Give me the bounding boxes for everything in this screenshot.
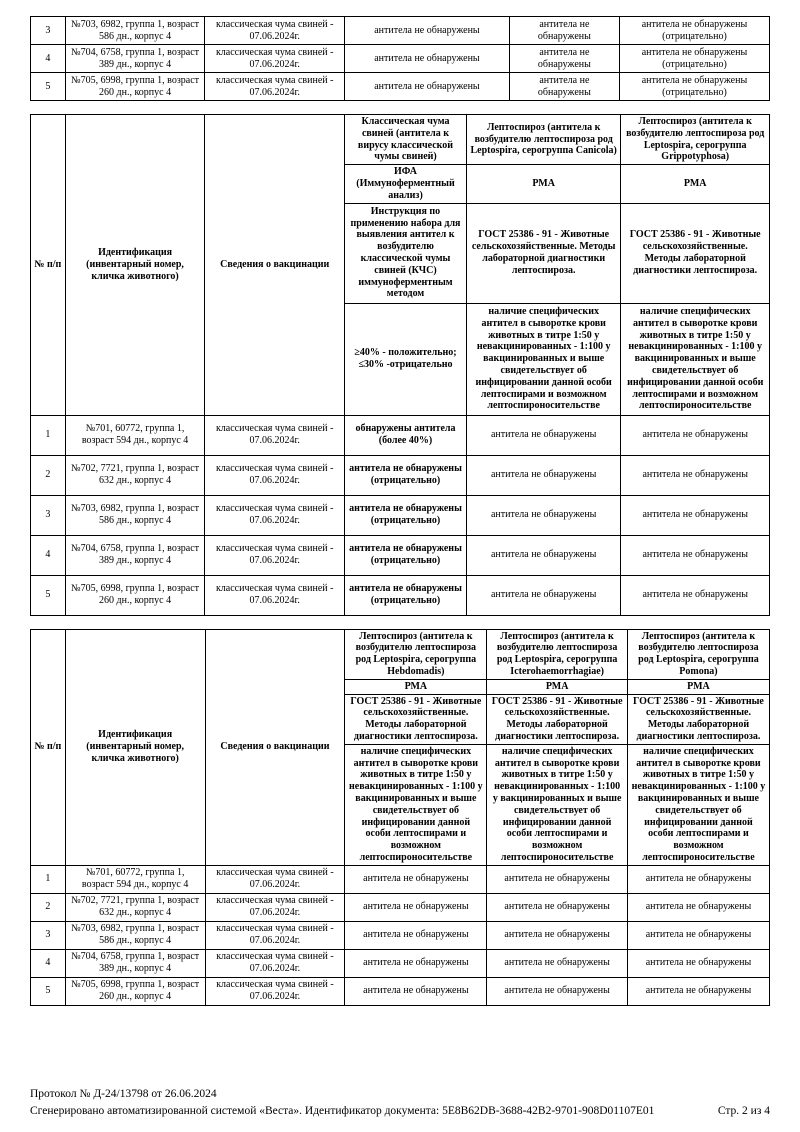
cell-r1: антитела не обнаружены xyxy=(345,17,510,45)
table-row xyxy=(31,921,770,949)
cell-vacc: классическая чума свиней - 07.06.2024г. xyxy=(205,495,345,535)
header-method-ifa: ИФА (Иммуноферментный анализ) xyxy=(345,165,467,203)
cell-r3: антитела не обнаружены xyxy=(627,865,769,893)
cell-r2: антитела не обнаружены xyxy=(487,921,628,949)
cell-r1: антитела не обнаружены (отрицательно) xyxy=(345,495,467,535)
cell-num: 5 xyxy=(31,977,66,1005)
cell-r3: антитела не обнаружены (отрицательно) xyxy=(619,45,769,73)
cell-id: №701, 60772, группа 1, возраст 594 дн., корпус 4 xyxy=(65,865,205,893)
header-standard-gost: ГОСТ 25386 - 91 - Животные сельскохозяйственные. Методы лабораторной диагностики лептоспироза. xyxy=(627,694,769,744)
cell-num: 4 xyxy=(31,45,66,73)
table-row xyxy=(31,949,770,977)
cell-num: 3 xyxy=(31,17,66,45)
cell-r1: антитела не обнаружены xyxy=(345,977,487,1005)
cell-vacc: классическая чума свиней - 07.06.2024г. xyxy=(205,45,345,73)
cell-r2: антитела не обнаружены xyxy=(466,495,620,535)
cell-r3: антитела не обнаружены (отрицательно) xyxy=(619,17,769,45)
header-method-rma: РМА xyxy=(466,165,620,203)
cell-r1: антитела не обнаружены (отрицательно) xyxy=(345,455,467,495)
table-row xyxy=(31,977,770,1005)
header-disease-lepto-icterohaemorrhagiae: Лептоспироз (антитела к возбудителю лептоспироза род Leptospira, серогруппа Icterohaemorrhagiae) xyxy=(487,629,628,679)
protocol-number: Протокол № Д-24/13798 от 26.06.2024 xyxy=(30,1087,217,1100)
cell-r2: антитела не обнаружены xyxy=(487,893,628,921)
table-row xyxy=(31,893,770,921)
header-disease-lepto-hebdomadis: Лептоспироз (антитела к возбудителю лептоспироза род Leptospira, серогруппа Hebdomadis) xyxy=(345,629,487,679)
cell-r3: антитела не обнаружены xyxy=(627,977,769,1005)
header-vaccination-info: Сведения о вакцинации xyxy=(205,629,345,865)
cell-vacc: классическая чума свиней - 07.06.2024г. xyxy=(205,17,345,45)
header-num: № п/п xyxy=(31,115,66,416)
cell-vacc: классическая чума свиней - 07.06.2024г. xyxy=(205,575,345,615)
cell-r2: антитела не обнаружены xyxy=(466,575,620,615)
header-method-rma: РМА xyxy=(627,679,769,694)
cell-r3: антитела не обнаружены xyxy=(621,415,770,455)
header-standard-gost: ГОСТ 25386 - 91 - Животные сельскохозяйственные. Методы лабораторной диагностики лептоспироза. xyxy=(345,694,487,744)
cell-id: №702, 7721, группа 1, возраст 632 дн., корпус 4 xyxy=(65,455,205,495)
cell-r2: антитела не обнаружены xyxy=(487,865,628,893)
page-number: Стр. 2 из 4 xyxy=(717,1104,770,1117)
table-gap xyxy=(30,616,770,629)
table-row xyxy=(31,455,770,495)
cell-id: №704, 6758, группа 1, возраст 389 дн., корпус 4 xyxy=(65,949,205,977)
table-row xyxy=(31,415,770,455)
table-row xyxy=(31,495,770,535)
table-gap xyxy=(30,101,770,114)
header-interpretation-lepto: наличие специфических антител в сыворотке крови животных в титре 1:50 у невакцинированных - 1:100 у вакцинированных и выше свидетельствует об инфицировании данной особи лептоспирами и возможном лептоспироносительстве xyxy=(466,303,620,415)
cell-num: 4 xyxy=(31,535,66,575)
cell-r3: антитела не обнаружены xyxy=(627,949,769,977)
header-disease-lepto-canicola: Лептоспироз (антитела к возбудителю лептоспироза род Leptospira, серогруппа Canicola) xyxy=(466,115,620,165)
continuation-results-table xyxy=(30,16,770,101)
cell-vacc: классическая чума свиней - 07.06.2024г. xyxy=(205,893,345,921)
cell-r1: антитела не обнаружены xyxy=(345,921,487,949)
header-standard-gost: ГОСТ 25386 - 91 - Животные сельскохозяйственные. Методы лабораторной диагностики лептоспироза. xyxy=(466,203,620,303)
cell-r1: антитела не обнаружены xyxy=(345,893,487,921)
cell-id: №703, 6982, группа 1, возраст 586 дн., корпус 4 xyxy=(65,921,205,949)
cell-r3: антитела не обнаружены xyxy=(621,575,770,615)
table-row xyxy=(31,865,770,893)
cell-r3: антитела не обнаружены (отрицательно) xyxy=(619,73,769,101)
header-disease-lepto-grippotyphosa: Лептоспироз (антитела к возбудителю лептоспироза род Leptospira, серогруппа Grippotyphosa) xyxy=(621,115,770,165)
cell-vacc: классическая чума свиней - 07.06.2024г. xyxy=(205,73,345,101)
cell-id: №703, 6982, группа 1, возраст 586 дн., корпус 4 xyxy=(65,495,205,535)
cell-vacc: классическая чума свиней - 07.06.2024г. xyxy=(205,921,345,949)
cell-r3: антитела не обнаружены xyxy=(627,921,769,949)
page-footer xyxy=(30,1086,770,1121)
cell-id: №705, 6998, группа 1, возраст 260 дн., корпус 4 xyxy=(65,73,205,101)
cell-num: 4 xyxy=(31,949,66,977)
cell-vacc: классическая чума свиней - 07.06.2024г. xyxy=(205,977,345,1005)
cell-num: 2 xyxy=(31,893,66,921)
cell-r2: антитела не обнаружены xyxy=(466,535,620,575)
cell-r3: антитела не обнаружены xyxy=(627,893,769,921)
cell-r2: антитела не обнаружены xyxy=(466,455,620,495)
header-method-rma: РМА xyxy=(487,679,628,694)
header-standard-gost: ГОСТ 25386 - 91 - Животные сельскохозяйственные. Методы лабораторной диагностики лептоспироза. xyxy=(621,203,770,303)
header-interpretation-lepto: наличие специфических антител в сыворотке крови животных в титре 1:50 у невакцинированных - 1:100 у вакцинированных и выше свидетельствует об инфицировании данной особи лептоспирами и возможном лептоспироносительстве xyxy=(487,744,628,865)
kcs-leptospirosis-table xyxy=(30,114,770,616)
cell-r3: антитела не обнаружены xyxy=(621,455,770,495)
cell-r2: антитела не обнаружены xyxy=(487,977,628,1005)
header-disease-lepto-pomona: Лептоспироз (антитела к возбудителю лептоспироза род Leptospira, серогруппа Pomona) xyxy=(627,629,769,679)
cell-id: №704, 6758, группа 1, возраст 389 дн., корпус 4 xyxy=(65,535,205,575)
header-method-rma: РМА xyxy=(621,165,770,203)
cell-id: №703, 6982, группа 1, возраст 586 дн., корпус 4 xyxy=(65,17,205,45)
cell-r1: антитела не обнаружены xyxy=(345,45,510,73)
cell-num: 3 xyxy=(31,495,66,535)
header-interpretation-lepto: наличие специфических антител в сыворотке крови животных в титре 1:50 у невакцинированных - 1:100 у вакцинированных и выше свидетельствует об инфицировании данной особи лептоспирами и возможном лептоспироносительстве xyxy=(627,744,769,865)
header-identification: Идентификация (инвентарный номер, кличка животного) xyxy=(65,115,205,416)
cell-r1: антитела не обнаружены xyxy=(345,949,487,977)
cell-num: 1 xyxy=(31,865,66,893)
cell-r3: антитела не обнаружены xyxy=(621,495,770,535)
cell-r2: антитела не обнаружены xyxy=(487,949,628,977)
table-row xyxy=(31,45,770,73)
cell-id: №701, 60772, группа 1, возраст 594 дн., корпус 4 xyxy=(65,415,205,455)
table-row xyxy=(31,73,770,101)
cell-r1: антитела не обнаружены (отрицательно) xyxy=(345,535,467,575)
cell-r3: антитела не обнаружены xyxy=(621,535,770,575)
cell-r1: антитела не обнаружены xyxy=(345,865,487,893)
leptospirosis-serogroups-table xyxy=(30,629,770,1006)
header-interpretation-lepto: наличие специфических антител в сыворотке крови животных в титре 1:50 у невакцинированных - 1:100 у вакцинированных и выше свидетельствует об инфицировании данной особи лептоспирами и возможном лептоспироносительстве xyxy=(621,303,770,415)
table-row xyxy=(31,17,770,45)
cell-num: 1 xyxy=(31,415,66,455)
cell-r2: антитела не обнаружены xyxy=(509,17,619,45)
cell-num: 5 xyxy=(31,575,66,615)
cell-vacc: классическая чума свиней - 07.06.2024г. xyxy=(205,865,345,893)
header-standard-instruction-kcs: Инструкция по применению набора для выявления антител к возбудителю классической чумы свиней (КЧС) иммуноферментным методом xyxy=(345,203,467,303)
cell-vacc: классическая чума свиней - 07.06.2024г. xyxy=(205,455,345,495)
cell-num: 5 xyxy=(31,73,66,101)
table-row xyxy=(31,575,770,615)
header-disease-kcs: Классическая чума свиней (антитела к вирусу классической чумы свиней) xyxy=(345,115,467,165)
cell-id: №704, 6758, группа 1, возраст 389 дн., корпус 4 xyxy=(65,45,205,73)
header-method-rma: РМА xyxy=(345,679,487,694)
cell-vacc: классическая чума свиней - 07.06.2024г. xyxy=(205,535,345,575)
header-standard-gost: ГОСТ 25386 - 91 - Животные сельскохозяйственные. Методы лабораторной диагностики лептоспироза. xyxy=(487,694,628,744)
header-vaccination-info: Сведения о вакцинации xyxy=(205,115,345,416)
cell-num: 3 xyxy=(31,921,66,949)
cell-id: №702, 7721, группа 1, возраст 632 дн., корпус 4 xyxy=(65,893,205,921)
cell-id: №705, 6998, группа 1, возраст 260 дн., корпус 4 xyxy=(65,977,205,1005)
table-row xyxy=(31,535,770,575)
cell-r2: антитела не обнаружены xyxy=(509,73,619,101)
header-num: № п/п xyxy=(31,629,66,865)
header-identification: Идентификация (инвентарный номер, кличка животного) xyxy=(65,629,205,865)
cell-num: 2 xyxy=(31,455,66,495)
cell-r1: антитела не обнаружены (отрицательно) xyxy=(345,575,467,615)
cell-vacc: классическая чума свиней - 07.06.2024г. xyxy=(205,949,345,977)
generated-by-note: Сгенерировано автоматизированной системой «Веста». Идентификатор документа: 5E8B62DB-3688-42B2-9701-908D01107E01 xyxy=(30,1104,655,1117)
header-interpretation-kcs: ≥40% - положительно; ≤30% -отрицательно xyxy=(345,303,467,415)
cell-r1: антитела не обнаружены xyxy=(345,73,510,101)
cell-r1: обнаружены антитела (более 40%) xyxy=(345,415,467,455)
cell-r2: антитела не обнаружены xyxy=(466,415,620,455)
cell-r2: антитела не обнаружены xyxy=(509,45,619,73)
cell-id: №705, 6998, группа 1, возраст 260 дн., корпус 4 xyxy=(65,575,205,615)
cell-vacc: классическая чума свиней - 07.06.2024г. xyxy=(205,415,345,455)
header-interpretation-lepto: наличие специфических антител в сыворотке крови животных в титре 1:50 у невакцинированных - 1:100 у вакцинированных и выше свидетельствует об инфицировании данной особи лептоспирами и возможном лептоспироносительстве xyxy=(345,744,487,865)
